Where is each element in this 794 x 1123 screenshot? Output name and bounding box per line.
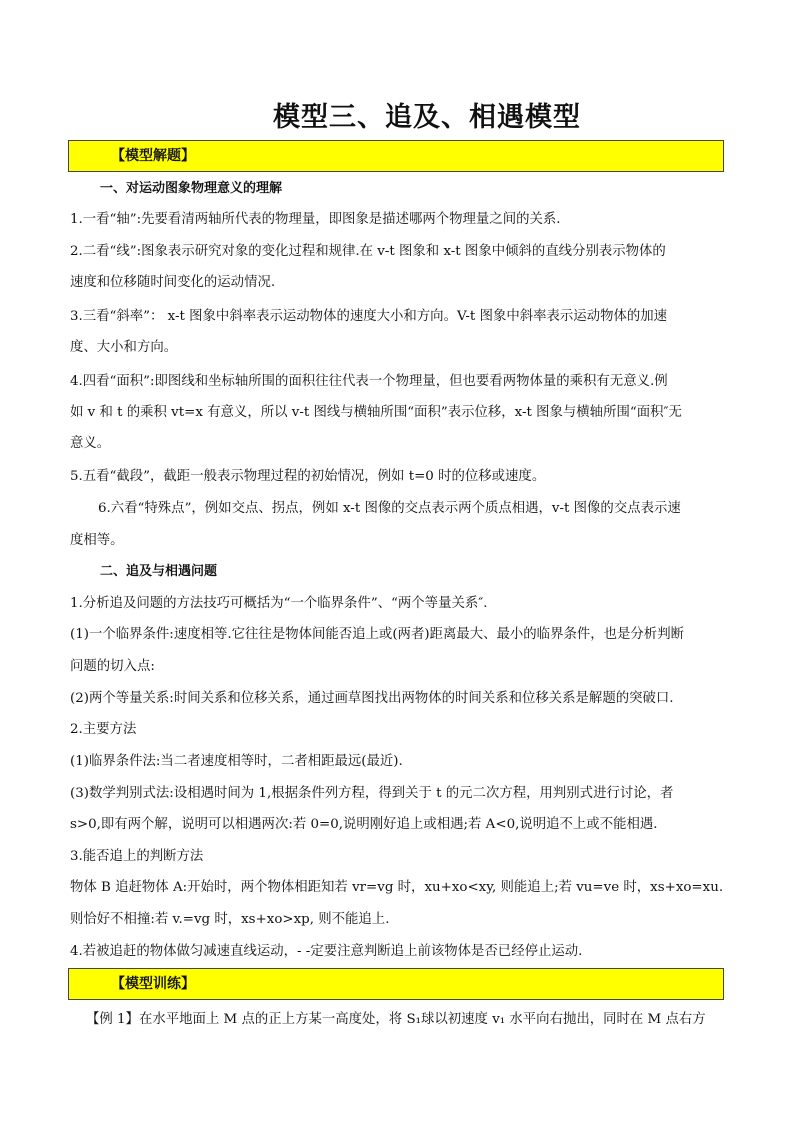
paragraph-line: 则恰好不相撞:若 v.=vg 时，xs+xo>xp, 则不能追上. [70, 912, 390, 927]
paragraph-line: 1.分析追及问题的方法技巧可概括为“一个临界条件”、“两个等量关系″. [70, 596, 488, 611]
paragraph-line: 物体 B 追赶物体 A:开始时，两个物体相距知若 vr=vg 时，xu+xo<xy, 则能追上;若 vu=ve 时，xs+xo=xu. [70, 880, 724, 895]
paragraph-line: (2)两个等量关系:时间关系和位移关系，通过画草图找出两物体的时间关系和位移关系是解题的突破口. [70, 691, 674, 706]
paragraph-line: (1)一个临界条件:速度相等.它往往是物体间能否追上或(两者)距离最大、最小的临界条件，也是分析判断 [70, 627, 684, 642]
paragraph-line: 1.一看“轴”:先要看清两轴所代表的物理量，即图象是描述哪两个物理量之间的关系. [70, 212, 561, 227]
paragraph-line: 问题的切入点: [70, 659, 155, 674]
paragraph-line: 3.能否追上的判断方法 [70, 849, 204, 864]
banner-model-solution [68, 140, 724, 172]
paragraph-line: 度相等。 [70, 533, 124, 548]
paragraph-line: 如 v 和 t 的乘积 vt=x 有意义，所以 v-t 图线与横轴所围“面积”表示位移，x-t 图象与横轴所围“面积″无 [70, 405, 682, 420]
paragraph-line: 5.五看“截段”，截距一般表示物理过程的初始情况，例如 t=0 时的位移或速度。 [70, 469, 546, 484]
section-heading-graphs: 一、对运动图象物理意义的理解 [100, 181, 283, 196]
paragraph-line: 2.主要方法 [70, 722, 137, 737]
paragraph-line: 4.若被追赶的物体做匀减速直线运动，- -定要注意判断追上前该物体是否已经停止运动. [70, 944, 583, 959]
paragraph-line: 3.三看“斜率”： x-t 图象中斜率表示运动物体的速度大小和方向。V-t 图象中斜率表示运动物体的加速 [70, 309, 668, 324]
section-heading-pursuit: 二、追及与相遇问题 [100, 564, 218, 579]
paragraph-line: 6.六看“特殊点”，例如交点、拐点，例如 x-t 图像的交点表示两个质点相遇，v-t 图像的交点表示速 [98, 501, 681, 516]
banner-model-training [68, 968, 724, 1000]
page-title: 模型三、追及、相遇模型 [273, 102, 581, 133]
paragraph-line: 4.四看“面积”:即图线和坐标轴所围的面积往往代表一个物理量，但也要看两物体量的乘积有无意义.例 [70, 374, 668, 389]
paragraph-line: s>0,即有两个解，说明可以相遇两次:若 0=0,说明刚好追上或相遇;若 A<0,说明追不上或不能相遇. [70, 817, 658, 832]
paragraph-line: 意义。 [70, 436, 111, 451]
paragraph-line: 2.二看“线”:图象表示研究对象的变化过程和规律.在 v-t 图象和 x-t 图象中倾斜的直线分别表示物体的 [70, 244, 666, 259]
paragraph-line: 速度和位移随时间变化的运动情况. [70, 275, 276, 290]
banner-label: 【模型训练】 [111, 976, 195, 992]
banner-label: 【模型解题】 [111, 148, 195, 164]
paragraph-line: (1)临界条件法:当二者速度相等时，二者相距最远(最近). [70, 754, 403, 769]
paragraph-line: (3)数学判别式法:设相遇时间为 1,根据条件列方程，得到关于 t 的元二次方程，用判别式进行讨论，者 [70, 786, 674, 801]
example-line: 【例 1】在水平地面上 M 点的正上方某一高度处，将 S₁球以初速度 v₁ 水平向右抛出，同时在 M 点右方 [86, 1012, 706, 1027]
paragraph-line: 度、大小和方向。 [70, 340, 178, 355]
